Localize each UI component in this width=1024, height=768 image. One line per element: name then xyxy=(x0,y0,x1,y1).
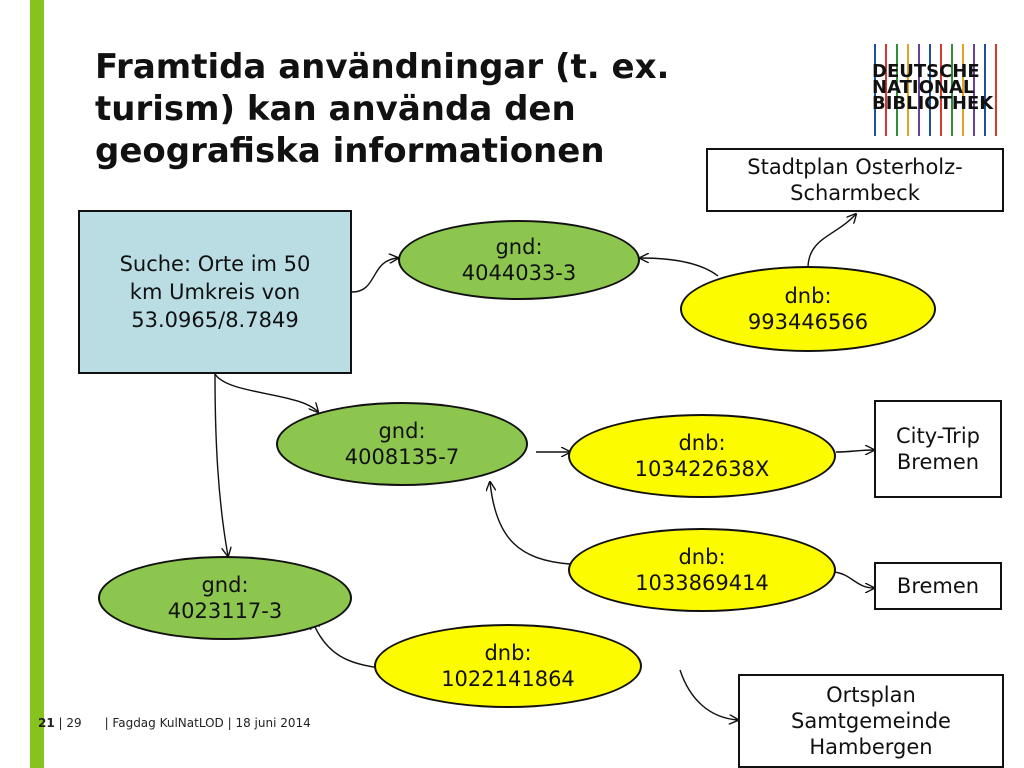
edge-dnb1033-to-gnd-4008135 xyxy=(490,482,570,564)
edge-dnb993-to-gnd-4044033 xyxy=(640,258,718,276)
target-line: City-Trip xyxy=(896,424,980,448)
gnd-id: 4008135-7 xyxy=(344,445,460,469)
gnd-label: gnd: xyxy=(378,419,426,443)
target-line: Hambergen xyxy=(809,735,933,759)
target-line: Ortsplan xyxy=(826,683,916,707)
gnd-id: 4044033-3 xyxy=(461,261,577,285)
edge-dnb1022-to-gnd-4023117 xyxy=(312,620,380,668)
query-line-1: Suche: Orte im 50 xyxy=(119,252,311,276)
logo-line-3: BIBLIOTHEK xyxy=(872,93,994,114)
dnb-node-993446566 xyxy=(680,266,936,352)
edge-dnb1022-to-ortsplan xyxy=(680,670,738,720)
gnd-node-4023117-3 xyxy=(98,556,352,640)
target-ortsplan xyxy=(738,674,1004,768)
logo-line-2: NATIONAL xyxy=(872,77,975,98)
gnd-label: gnd: xyxy=(201,573,249,597)
dnb-id: 993446566 xyxy=(747,310,869,334)
target-line: Scharmbeck xyxy=(790,181,920,205)
gnd-node-4008135-7 xyxy=(276,402,528,486)
dnb-id: 103422638X xyxy=(634,457,770,481)
target-line: Samtgemeinde xyxy=(791,709,951,733)
target-citytrip-bremen xyxy=(874,400,1002,498)
dnb-id: 1033869414 xyxy=(635,571,769,595)
dnb-label: dnb: xyxy=(484,641,532,665)
page-number: 21 xyxy=(38,716,55,730)
query-line-3: 53.0965/8.7849 xyxy=(131,308,299,332)
edge-dnb1033-to-bremen xyxy=(834,572,874,588)
dnb-label: dnb: xyxy=(678,545,726,569)
query-box xyxy=(78,210,352,374)
page-total: | 29 xyxy=(58,716,82,730)
target-line: Bremen xyxy=(896,450,980,474)
title-line-1: Framtida användningar (t. ex. xyxy=(95,47,670,87)
dnb-label: dnb: xyxy=(784,284,832,308)
target-line: Bremen xyxy=(896,574,980,598)
gnd-id: 4023117-3 xyxy=(167,599,283,623)
dnb-node-1033869414 xyxy=(568,528,836,612)
footer-event: | Fagdag KulNatLOD | 18 juni 2014 xyxy=(104,716,311,730)
logo-line-1: DEUTSCHE xyxy=(872,61,980,82)
edge-dnb1034-to-citytrip xyxy=(836,450,874,452)
target-bremen xyxy=(874,562,1002,610)
title-line-3: geografiska informationen xyxy=(95,131,605,171)
dnb-label: dnb: xyxy=(678,431,726,455)
dnb-id: 1022141864 xyxy=(441,667,575,691)
slide-footer xyxy=(38,716,311,730)
edge-query-to-gnd-4008135 xyxy=(215,374,318,412)
dnb-node-103422638X xyxy=(568,414,836,498)
title-line-2: turism) kan använda den xyxy=(95,89,576,129)
gnd-node-4044033-3 xyxy=(398,220,640,300)
query-line-2: km Umkreis von xyxy=(129,280,301,304)
edge-query-to-gnd-4023117 xyxy=(215,374,228,556)
edge-dnb993-to-stadtplan xyxy=(808,214,856,268)
dnb-node-1022141864 xyxy=(374,624,642,708)
target-stadtplan xyxy=(706,148,1004,212)
gnd-label: gnd: xyxy=(495,235,543,259)
edge-query-to-gnd-4044033 xyxy=(352,258,398,292)
target-line: Stadtplan Osterholz- xyxy=(747,155,963,179)
